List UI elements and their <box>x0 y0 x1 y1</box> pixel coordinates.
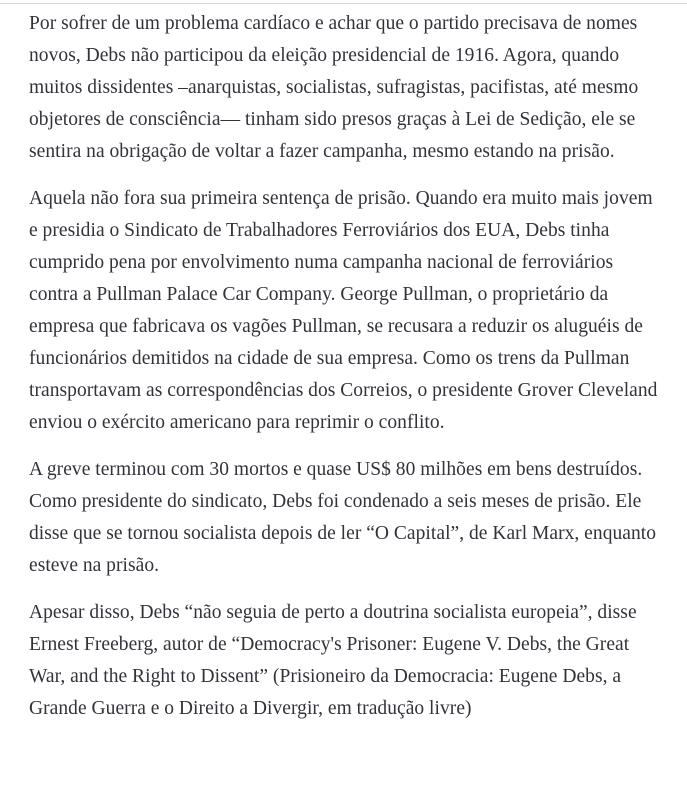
article-paragraph: Apesar disso, Debs “não seguia de perto a doutrina socialista europeia”, disse Ernest Freeberg, autor de “Democracy's Prisoner: Eugene V. Debs, the Great War, and the Right to Dissent” (Prisioneiro da Democracia: Eugene Debs, a Grande Guerra e o Direito a Divergir, em tradução livre) <box>29 602 637 719</box>
article-paragraph: Por sofrer de um problema cardíaco e achar que o partido precisava de nomes novos, Debs não participou da eleição presidencial de 1916. Agora, quando muitos dissidentes –anarquistas, socialistas, sufragistas, pacifistas, até mesmo objetores de consciência— tinham sido presos graças à Lei de Sedição, ele se sentira na obrigação de voltar a fazer campanha, mesmo estando na prisão. <box>29 13 639 162</box>
article-body <box>29 8 661 725</box>
article-paragraph: Aquela não fora sua primeira sentença de prisão. Quando era muito mais jovem e presidia o Sindicato de Trabalhadores Ferroviários dos EUA, Debs tinha cumprido pena por envolvimento numa campanha nacional de ferroviários contra a Pullman Palace Car Company. George Pullman, o proprietário da empresa que fabricava os vagões Pullman, se recusara a reduzir os aluguéis de funcionários demitidos na cidade de sua empresa. Como os trens da Pullman transportavam as correspondências dos Correios, o presidente Grover Cleveland enviou o exército americano para reprimir o conflito. <box>29 188 658 433</box>
top-divider <box>0 3 687 4</box>
article-paragraph: A greve terminou com 30 mortos e quase US$ 80 milhões em bens destruídos. Como presidente do sindicato, Debs foi condenado a seis meses de prisão. Ele disse que se tornou socialista depois de ler “O Capital”, de Karl Marx, enquanto esteve na prisão. <box>29 459 657 576</box>
